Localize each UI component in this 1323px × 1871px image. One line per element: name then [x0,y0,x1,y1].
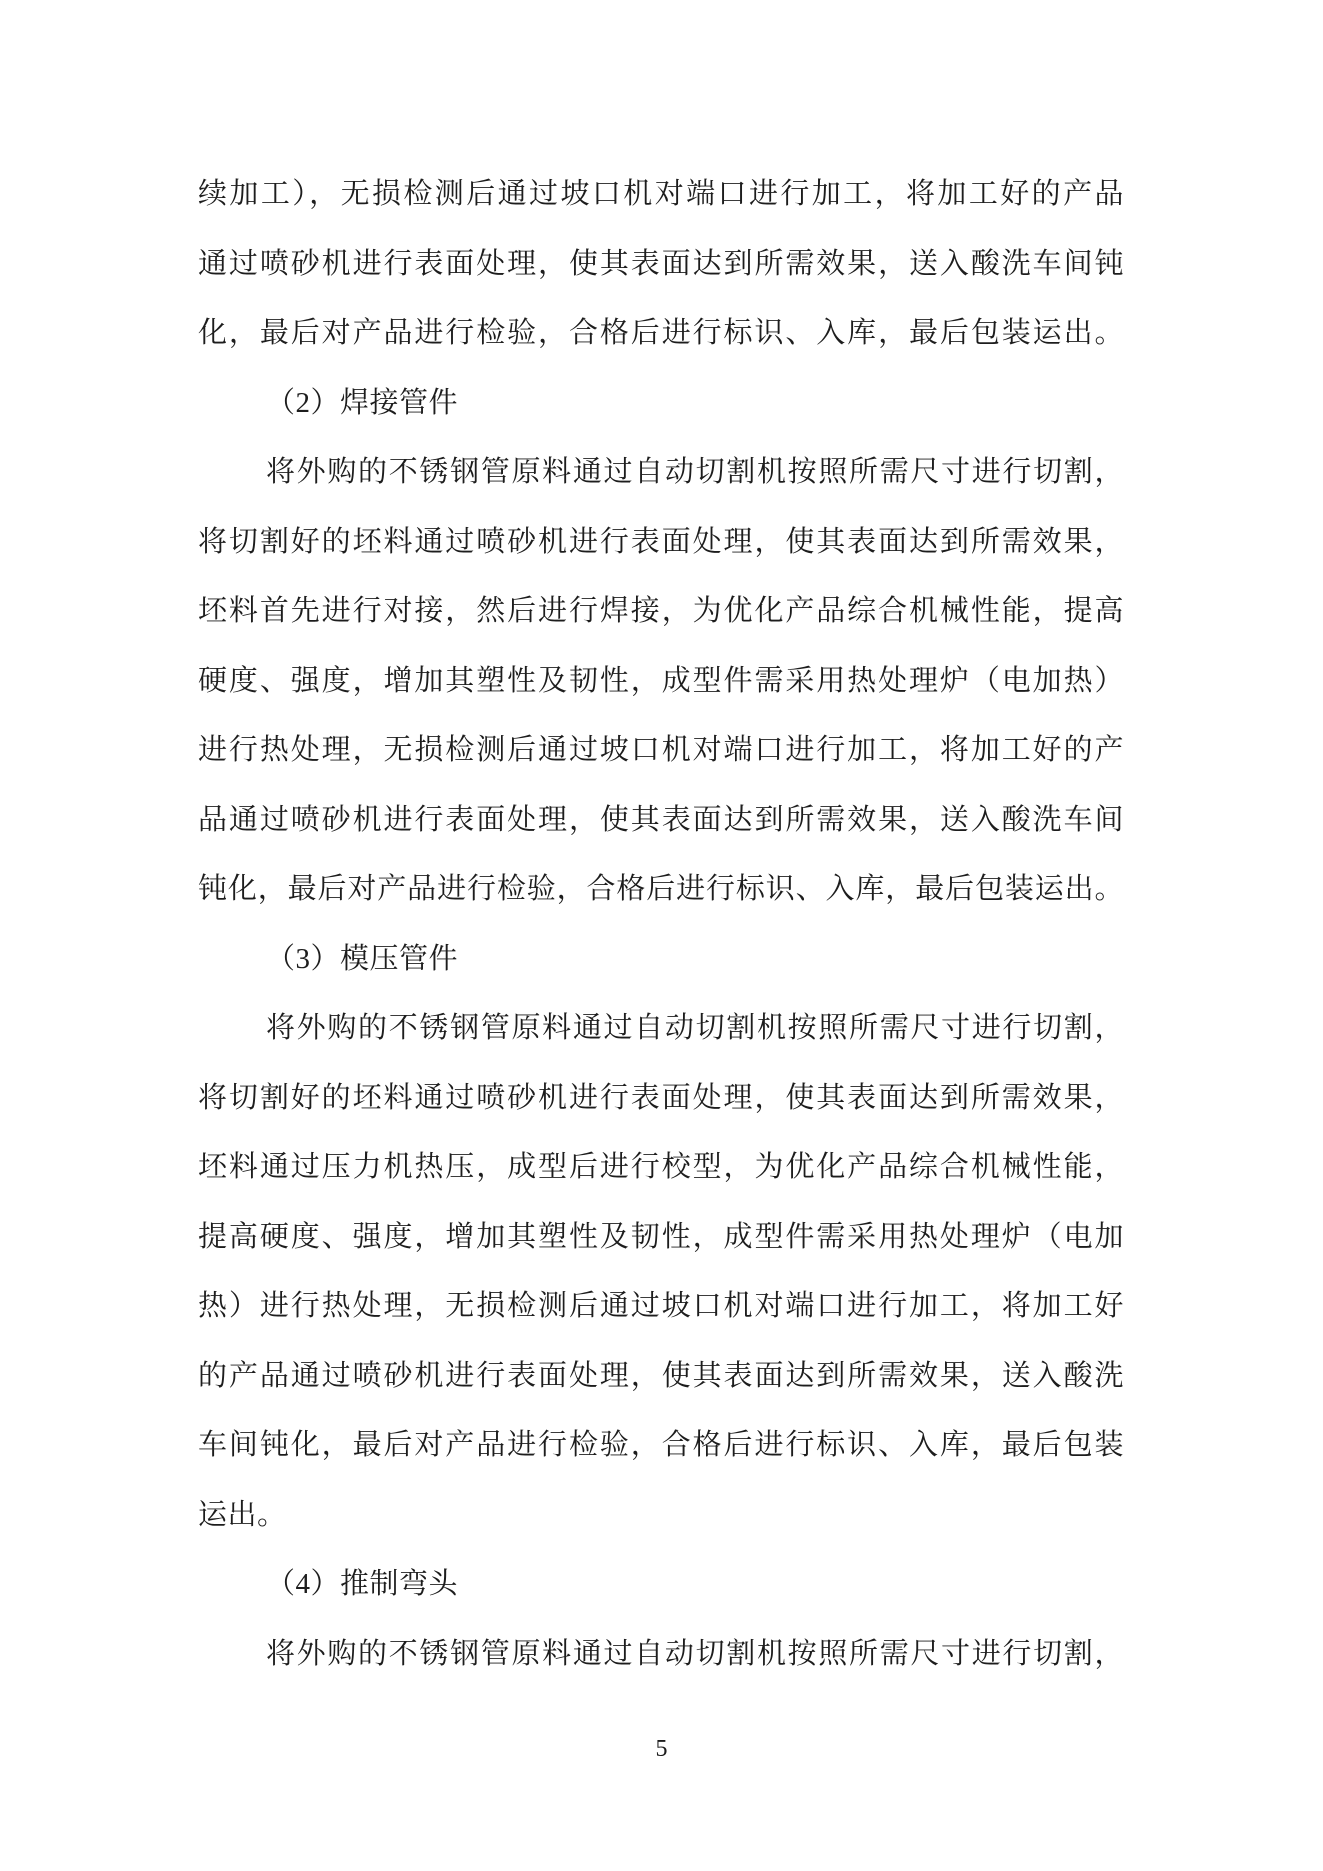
section-heading-4: （4）推制弯头 [266,1568,459,1600]
text-line: 品通过喷砂机进行表面处理，使其表面达到所需效果，送入酸洗车间 [198,803,1124,836]
text-line: 提高硬度、强度，增加其塑性及韧性，成型件需采用热处理炉（电加 [198,1220,1124,1253]
text-line: 将切割好的坯料通过喷砂机进行表面处理，使其表面达到所需效果， [198,525,1124,558]
text-line: 将外购的不锈钢管原料通过自动切割机按照所需尺寸进行切割， [266,1637,1124,1670]
text-line: 将外购的不锈钢管原料通过自动切割机按照所需尺寸进行切割， [266,456,1124,488]
text-line: 钝化，最后对产品进行检验，合格后进行标识、入库，最后包装运出。 [198,873,1124,905]
text-line: 续加工），无损检测后通过坡口机对端口进行加工，将加工好的产品 [198,178,1124,210]
text-line: 坯料通过压力机热压，成型后进行校型，为优化产品综合机械性能， [198,1151,1124,1183]
text-line: 硬度、强度，增加其塑性及韧性，成型件需采用热处理炉（电加热） [198,664,1124,697]
text-line: 的产品通过喷砂机进行表面处理，使其表面达到所需效果，送入酸洗 [198,1359,1124,1392]
text-line: 将外购的不锈钢管原料通过自动切割机按照所需尺寸进行切割， [266,1012,1124,1044]
text-line: 化，最后对产品进行检验，合格后进行标识、入库，最后包装运出。 [198,317,1124,349]
text-line: 坯料首先进行对接，然后进行焊接，为优化产品综合机械性能，提高 [198,595,1124,627]
text-line: 将切割好的坯料通过喷砂机进行表面处理，使其表面达到所需效果， [198,1081,1124,1114]
section-heading-2: （2）焊接管件 [266,386,459,419]
text-line: 热）进行热处理，无损检测后通过坡口机对端口进行加工，将加工好 [198,1290,1124,1322]
text-line: 运出。 [198,1498,287,1531]
section-heading-3: （3）模压管件 [266,942,459,975]
text-line: 进行热处理，无损检测后通过坡口机对端口进行加工，将加工好的产 [198,734,1124,766]
text-line: 车间钝化，最后对产品进行检验，合格后进行标识、入库，最后包装 [198,1429,1124,1461]
text-block [198,160,1124,1689]
page-number: 5 [655,1736,668,1762]
text-line: 通过喷砂机进行表面处理，使其表面达到所需效果，送入酸洗车间钝 [198,247,1124,280]
